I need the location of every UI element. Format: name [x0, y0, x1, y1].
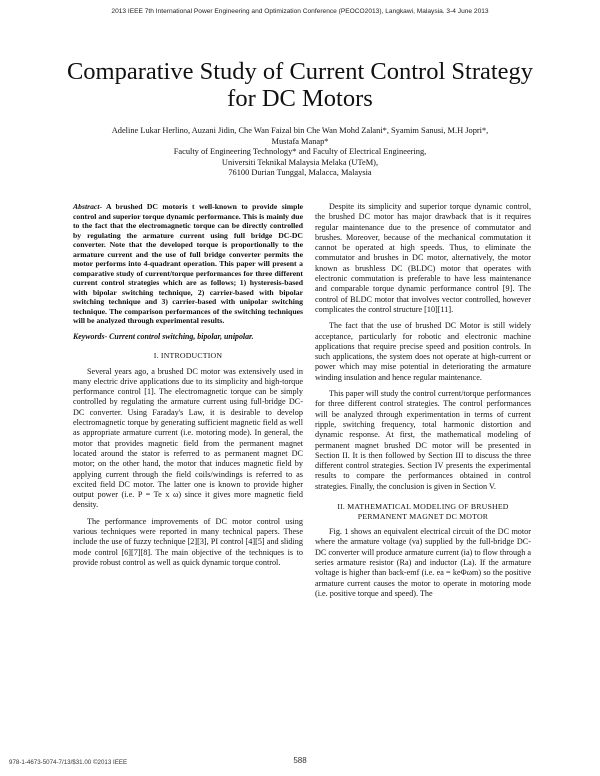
authors-line-1: Adeline Lukar Herlino, Auzani Jidin, Che Wan Faizal bin Che Wan Mohd Zalani*, Syamim Sanusi, M.H Jopri*,	[111, 126, 489, 135]
authors-line-2: Mustafa Manap*	[271, 136, 329, 146]
title-line-2: for DC Motors	[227, 85, 373, 112]
page-number: 588	[293, 756, 307, 765]
right-column	[315, 202, 531, 605]
paper-title	[40, 58, 560, 112]
abstract	[73, 202, 303, 326]
section-heading-line-2: PERMANENT MAGNET DC MOTOR	[357, 511, 489, 521]
abstract-text: - A brushed DC motoris t well-known to provide simple control and superior torque dynamic performance. This is mainly due to the fact that the electromagnetic torque can be directly controlled by regulating the armature current using full bridge DC-DC converter. Note that the developed torque is proportionally to the armature current and the use of full bridge converter permits the motor performs into 4-quadrant operation. This paper will present a comparative study of current/torque performances for three different current control strategies which are as follows; 1) hysteresis-based with bipolar switching technique, 2) carrier-based with bipolar switching technique and 3) carrier-based with unipolar switching technique. The comparison performances of the switching techniques will be analyzed through experimental results.	[73, 202, 303, 325]
abstract-lead: Abstract	[73, 202, 100, 211]
paragraph: The performance improvements of DC motor control using various techniques were reported in many technical papers. These include the use of fuzzy technique [2][3], PI control [4][5] and sliding mode control [6][7][8]. The main objective of the techniques is to provide robust control as well as quick dynamic torque control.	[73, 516, 303, 567]
title-line-1: Comparative Study of Current Control Strategy	[66, 58, 534, 85]
paragraph: Despite its simplicity and superior torque dynamic control, the brushed DC motor has major drawback that is it requires regular maintenance due to the presence of commutator and brushes. Moreover, because of the mechanical commutation it cannot be operated at high speeds. Thus, to eliminate the commutator and brushes in DC motor, alternatively, the motor known as brushless DC (BLDC) motor that operates with electronic commutation is preferable to have less maintenance and comparable torque dynamic performance control [9]. The control of BLDC motor that involves vector controlled, however complicates the control structure [10][11].	[315, 202, 531, 314]
author-block	[55, 126, 545, 179]
copyright-footer: 978-1-4673-5074-7/13/$31.00 ©2013 IEEE	[9, 759, 128, 766]
keywords: Keywords- Current control switching, bipolar, unipolar.	[73, 331, 254, 341]
affiliation-line-3: 76100 Durian Tunggal, Malacca, Malaysia	[228, 168, 372, 177]
paragraph: This paper will study the control current/torque performances for three different control strategies. The control performances will be analyzed through experimentation in terms of current ripple, switching frequency, total harmonic distortion and dynamic response. At first, the mathematical modeling of permanent magnet brushed DC motor will be presented in Section II. It is then followed by Section III to discuss the three different control strategies. Section IV presents the experimental results to compare the performances obtained in control strategies. Finally, the conclusion is given in Section V.	[315, 389, 531, 491]
affiliation-line-1: Faculty of Engineering Technology* and Faculty of Electrical Engineering,	[173, 147, 427, 156]
left-column	[73, 202, 303, 574]
section-heading-line-1: II. MATHEMATICAL MODELING OF BRUSHED	[337, 502, 509, 512]
paragraph: The fact that the use of brushed DC Motor is still widely acceptance, particularly for robotic and electronic machine applications that require precise speed and position controls. In such applications, the system does not operate at high-current or power which may mise potential in deteriorating the armature winding insulation and hence regular maintenance.	[315, 321, 531, 382]
conference-header: 2013 IEEE 7th International Power Engineering and Optimization Conference (PEOCO2013), Langkawi, Malaysia. 3-4 June 2013	[111, 8, 489, 15]
section-heading-introduction: I. INTRODUCTION	[153, 351, 223, 361]
paragraph: Several years ago, a brushed DC motor was extensively used in many electric drive applications due to its simplicity and high-torque performance control [1]. The electromagnetic torque can be simply controlled by regulating the armature current using full-bridge DC-DC converter. Using Faraday's Law, it is desirable to develop electromagnetic torque by generating sufficient magnetic field as well as appropriate armature current (i.e. motoring mode). In general, the motor that provides magnetic field from the permanent magnet located around the stator is referred to as permanent magnet DC motor; on the other hand, the motor that induces magnetic field by applying current through the field coils/windings is referred to as excited field DC motor. The latter one is known to provide higher output power (i.e. P = Te x ω) since it gives more magnetic field density.	[73, 366, 303, 510]
section-heading-modeling	[315, 502, 531, 521]
paragraph: Fig. 1 shows an equivalent electrical circuit of the DC motor where the armature voltage (va) supplied by the full-bridge DC-DC converter will produce armature current (ia) to flow through a series armature resistor (Ra) and inductor (La). If the armature voltage is higher than back-emf (i.e. ea = keΦωm) so the positive armature current causes the motor to operate in motoring mode (i.e. positive torque and speed). The	[315, 527, 531, 598]
affiliation-line-2: Universiti Teknikal Malaysia Melaka (UTeM),	[221, 157, 379, 167]
